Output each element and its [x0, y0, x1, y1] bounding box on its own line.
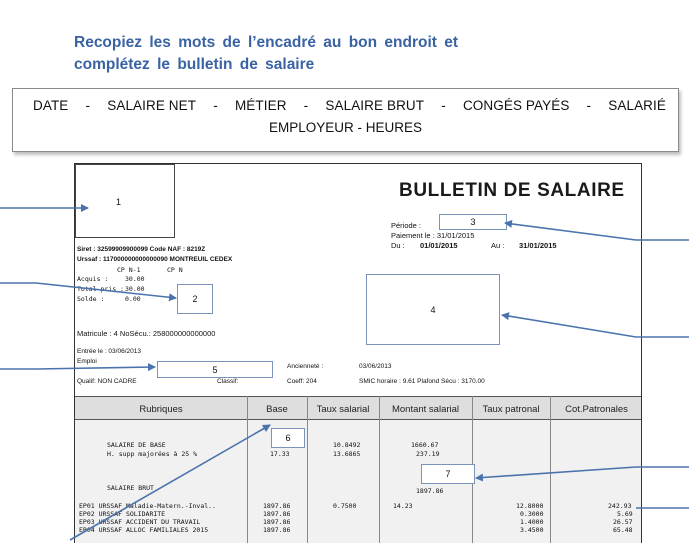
cotisation-row-3-base: 1897.86	[263, 518, 291, 526]
emploi-label: Emploi	[77, 358, 97, 365]
cotisation-row-2-label: EP02 URSSAF SOLIDARITE	[79, 510, 166, 518]
word-salarie: SALARIÉ	[608, 98, 666, 113]
cotisation-row-3-taux-pat: 1.4000	[520, 518, 544, 526]
smic-line: SMIC horaire : 9.61 Plafond Sécu : 3170.00	[359, 378, 485, 385]
salaire-base-label: SALAIRE DE BASE	[107, 441, 166, 449]
word-salaire-net: SALAIRE NET	[107, 98, 197, 113]
cp-acquis-label: Acquis :	[77, 275, 109, 283]
siret-line: Siret : 32599909900099 Code NAF : 8219Z	[77, 246, 206, 253]
hsupp-label: H. supp majorées à 25 %	[107, 450, 198, 458]
word-salaire-brut: SALAIRE BRUT	[325, 98, 425, 113]
cotisation-row-1-cot-pat: 242.93	[608, 502, 632, 510]
instruction-line-2: complétez le bulletin de salaire	[74, 56, 315, 73]
th-cot-patronales: Cot.Patronales	[565, 403, 628, 415]
matricule-line: Matricule : 4 NoSécu.: 258000000000000	[77, 329, 216, 338]
box-number-3: 3	[470, 217, 476, 227]
answer-box-3[interactable]	[439, 214, 507, 230]
answer-box-1[interactable]	[75, 164, 175, 238]
cotisation-row-1-taux-sal: 0.7500	[333, 502, 357, 510]
cp-solde-label: Solde :	[77, 295, 105, 303]
hsupp-taux: 13.6865	[333, 450, 361, 458]
cotisation-row-1-label: EP01 URSSAF Maladie-Matern.-Inval..	[79, 502, 216, 510]
word-sep: -	[213, 98, 218, 113]
cotisation-row-2-cot-pat: 5.69	[617, 510, 633, 518]
du-label: Du :	[391, 241, 405, 250]
du-value: 01/01/2015	[420, 241, 458, 250]
answer-box-7[interactable]	[421, 464, 475, 484]
hsupp-base: 17.33	[270, 450, 290, 458]
cotisation-row-3-cot-pat: 26.57	[613, 518, 633, 526]
cotisation-row-2-base: 1897.86	[263, 510, 291, 518]
anciennete-value: 03/06/2013	[359, 363, 392, 370]
cp-total-label: Total pris :	[77, 285, 124, 293]
paiement-date: Paiement le : 31/01/2015	[391, 231, 475, 240]
cotisation-row-2-taux-pat: 0.3000	[520, 510, 544, 518]
classif-label: Classif:	[217, 378, 239, 385]
box-number-6: 6	[285, 433, 291, 443]
th-taux-salarial: Taux salarial	[316, 403, 370, 415]
periode-label: Période :	[391, 221, 422, 230]
cotisation-row-4-cot-pat: 65.48	[613, 526, 633, 534]
salaire-brut-montant: 1897.86	[416, 487, 444, 495]
coeff-line: Coeff: 204	[287, 378, 317, 385]
word-sep: -	[586, 98, 592, 113]
word-sep: -	[303, 98, 309, 113]
urssaf-line: Urssaf : 117000000000000090 MONTREUIL CEDEX	[77, 256, 233, 263]
salaire-brut-label: SALAIRE BRUT	[107, 484, 154, 492]
word-box	[12, 88, 679, 152]
table-header	[75, 396, 642, 420]
cotisation-row-4-label: EP04 URSSAF ALLOC FAMILIALES 2015	[79, 526, 209, 534]
word-conges-payes: CONGÉS PAYÉS	[462, 98, 570, 113]
instruction-line-1: Recopiez les mots de l’encadré au bon endroit et	[74, 34, 459, 51]
box-number-4: 4	[430, 304, 436, 315]
answer-box-5[interactable]	[157, 361, 273, 378]
au-value: 31/01/2015	[519, 241, 557, 250]
box-number-2: 2	[192, 294, 198, 304]
column-divider	[247, 396, 248, 543]
payslip	[74, 163, 642, 543]
word-sep: -	[85, 98, 91, 113]
box-number-1: 1	[116, 197, 122, 207]
instruction-text	[74, 32, 614, 76]
column-divider	[307, 396, 308, 543]
word-box-line-2: EMPLOYEUR - HEURES	[268, 120, 423, 135]
entree-line: Entrée le : 03/06/2013	[77, 348, 141, 355]
cotisation-row-1-taux-pat: 12.8000	[516, 502, 544, 510]
box-number-7: 7	[445, 469, 451, 479]
cp-total-value: 30.00	[125, 285, 145, 293]
cp-acquis-value: 30.00	[125, 275, 145, 283]
column-divider	[379, 396, 380, 543]
box-number-5: 5	[212, 364, 218, 375]
qualif-line: Qualif: NON CADRE	[77, 378, 137, 385]
column-divider	[550, 396, 551, 543]
anciennete-label: Ancienneté :	[287, 363, 324, 370]
salaire-base-montant: 1660.67	[411, 441, 439, 449]
salaire-base-taux: 10.8492	[333, 441, 361, 449]
cotisation-row-1-montant: 14.23	[393, 502, 413, 510]
word-box-line-1	[33, 98, 666, 113]
word-metier: MÉTIER	[234, 98, 287, 113]
au-label: Au :	[491, 241, 505, 250]
hsupp-montant: 237.19	[416, 450, 440, 458]
answer-box-6[interactable]	[271, 428, 305, 448]
th-montant-salarial: Montant salarial	[391, 403, 460, 415]
answer-box-2[interactable]	[177, 284, 213, 314]
cotisation-row-3-label: EP03 URSSAF ACCIDENT DU TRAVAIL	[79, 518, 201, 526]
th-rubriques: Rubriques	[139, 403, 183, 415]
word-date: DATE	[33, 98, 69, 113]
th-taux-patronal: Taux patronal	[482, 403, 540, 415]
cp-header-n1: CP N-1	[117, 266, 141, 274]
cp-solde-value: 0.00	[125, 295, 141, 303]
answer-box-4[interactable]	[366, 274, 500, 345]
cp-header-n: CP N	[167, 266, 183, 274]
cotisation-row-4-base: 1897.86	[263, 526, 291, 534]
word-sep: -	[441, 98, 446, 113]
cotisation-row-4-taux-pat: 3.4500	[520, 526, 544, 534]
cotisation-row-1-base: 1897.86	[263, 502, 291, 510]
payslip-title: BULLETIN DE SALAIRE	[399, 180, 625, 201]
th-base: Base	[266, 403, 288, 415]
rubriques-table	[75, 396, 642, 543]
